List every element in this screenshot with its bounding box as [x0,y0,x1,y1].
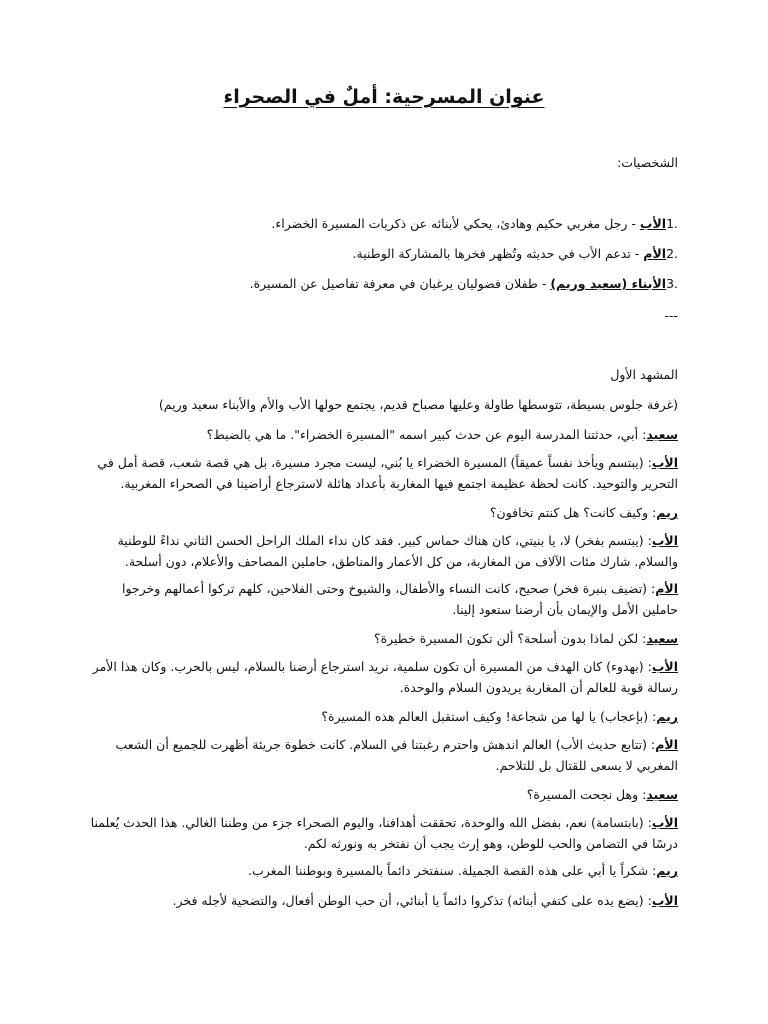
stage-direction: (غرفة جلوس بسيطة، تتوسطها طاولة وعليها مصباح قديم، يجتمع حولها الأب والأم والأبناء سعيد وريم) [158,397,678,412]
dialogue-text: : لكن لماذا بدون أسلحة؟ ألن تكون المسيرة خطيرة؟ [373,631,647,646]
speaker-name: الأب [651,893,678,908]
dialogue-line [86,706,678,727]
dialogue-line [86,452,678,494]
speaker-name: سعيد [646,427,678,442]
character-number: 2. [666,246,678,261]
character-item-children [86,273,678,294]
speaker-name: الأم [655,737,678,752]
dialogue-line [86,734,678,776]
scene-heading: المشهد الأول [610,367,678,382]
dialogue-text: : وكيف كانت؟ هل كنتم تخافون؟ [489,505,657,520]
speaker-name: سعيد [646,631,678,646]
speaker-name: ريم [656,709,678,724]
dialogue-line [86,890,678,911]
character-desc: - رجل مغربي حكيم وهادئ، يحكي لأبنائه عن ذكريات المسيرة الخضراء. [271,216,640,231]
character-desc: - تدعم الأب في حديثه وتُظهر فخرها بالمشاركة الوطنية. [352,246,644,261]
dialogue-line [86,502,678,523]
speaker-name: ريم [656,505,678,520]
character-item-mother [86,243,678,264]
character-number: 1. [666,216,678,231]
dialogue-text: : (يضع يده على كتفي أبنائه) تذكروا دائماً يا أبنائي، أن حب الوطن أفعال، والتضحية لأجله فخر. [172,893,652,908]
separator: --- [664,308,678,323]
character-number: 3. [666,276,678,291]
dialogue-line [86,812,678,854]
speaker-name: الأم [655,581,678,596]
dialogue-line [86,656,678,698]
character-item-father [86,213,678,234]
dialogue-line [86,628,678,649]
speaker-name: ريم [656,863,678,878]
character-name: الأبناء (سعيد وريم) [550,276,667,291]
dialogue-text: : (تتابع حديث الأب) العالم اندهش واحترم رغبتنا في السلام. كانت خطوة جريئة أظهرت للجميع أن الشعب المغربي لا يسعى للقتال بل للتلاحم. [115,737,678,773]
dialogue-text: : (بهدوء) كان الهدف من المسيرة أن تكون سلمية، نريد استرجاع أرضنا بالسلام، ليس بالحرب. وكان هذا الأمر رسالة قوية للعالم أن المغاربة يريدون السلام والوحدة. [92,659,678,695]
character-name: الأم [643,246,667,261]
dialogue-text: : (يبتسم بفخر) لا، يا بنيتي، كان هناك حماس كبير. فقد كان نداء الملك الراحل الحسن الثاني نداءً للوطنية والسلام. شارك مئات الآلاف من المغاربة، من كل الأعمار والمناطق، حاملين المصاحف والأعلام، دون أسلحة. [117,533,678,569]
dialogue-text: : وهل نجحت المسيرة؟ [526,787,647,802]
speaker-name: الأب [651,815,678,830]
speaker-name: سعيد [646,787,678,802]
dialogue-line [86,784,678,805]
dialogue-text: : شكراً يا أبي على هذه القصة الجميلة. سنفتخر دائماً بالمسيرة وبوطننا المغرب. [247,863,657,878]
dialogue-text: : (يبتسم ويأخذ نفساً عميقاً) المسيرة الخضراء يا بُني، ليست مجرد مسيرة، بل هي قصة شعب، قصة أمل في التحرير والتوحيد. كانت لحظة عظيمة اجتمع فيها المغاربة بأعداد هائلة لاسترجاع أراضينا في الصحراء المغربية. [97,455,678,491]
character-name: الأب [639,216,667,231]
dialogue-text: : (بإعجاب) يا لها من شجاعة! وكيف استقبل العالم هذه المسيرة؟ [321,709,657,724]
dialogue-line [86,860,678,881]
speaker-name: الأب [651,455,678,470]
dialogue-line [86,578,678,620]
dialogue-text: : (بابتسامة) نعم، بفضل الله والوحدة، تحققت أهدافنا، واليوم الصحراء جزء من وطننا الغالي. هذا الحدث يُعلمنا درسًا في التضامن والحب للوطن، وهو إرث يجب أن نفتخر به ونورثه لكم. [90,815,678,851]
dialogue-text: : أبي، حدثتنا المدرسة اليوم عن حدث كبير اسمه "المسيرة الخضراء". ما هي بالضبط؟ [206,427,647,442]
dialogue-text: : (تضيف بنبرة فخر) صحيح، كانت النساء والأطفال، والشيوخ وحتى الفلاحين، كلهم تركوا أعمالهم وخرجوا حاملين الأمل والإيمان بأن أرضنا ستعود إلينا. [121,581,678,617]
character-desc: - طفلان فضوليان يرغبان في معرفة تفاصيل عن المسيرة. [249,276,551,291]
characters-heading: الشخصيات: [617,155,678,170]
speaker-name: الأب [651,533,678,548]
dialogue-line [86,530,678,572]
play-title: عنوان المسرحية: أملٌ في الصحراء [223,86,545,108]
speaker-name: الأب [651,659,678,674]
dialogue-line [86,424,678,445]
